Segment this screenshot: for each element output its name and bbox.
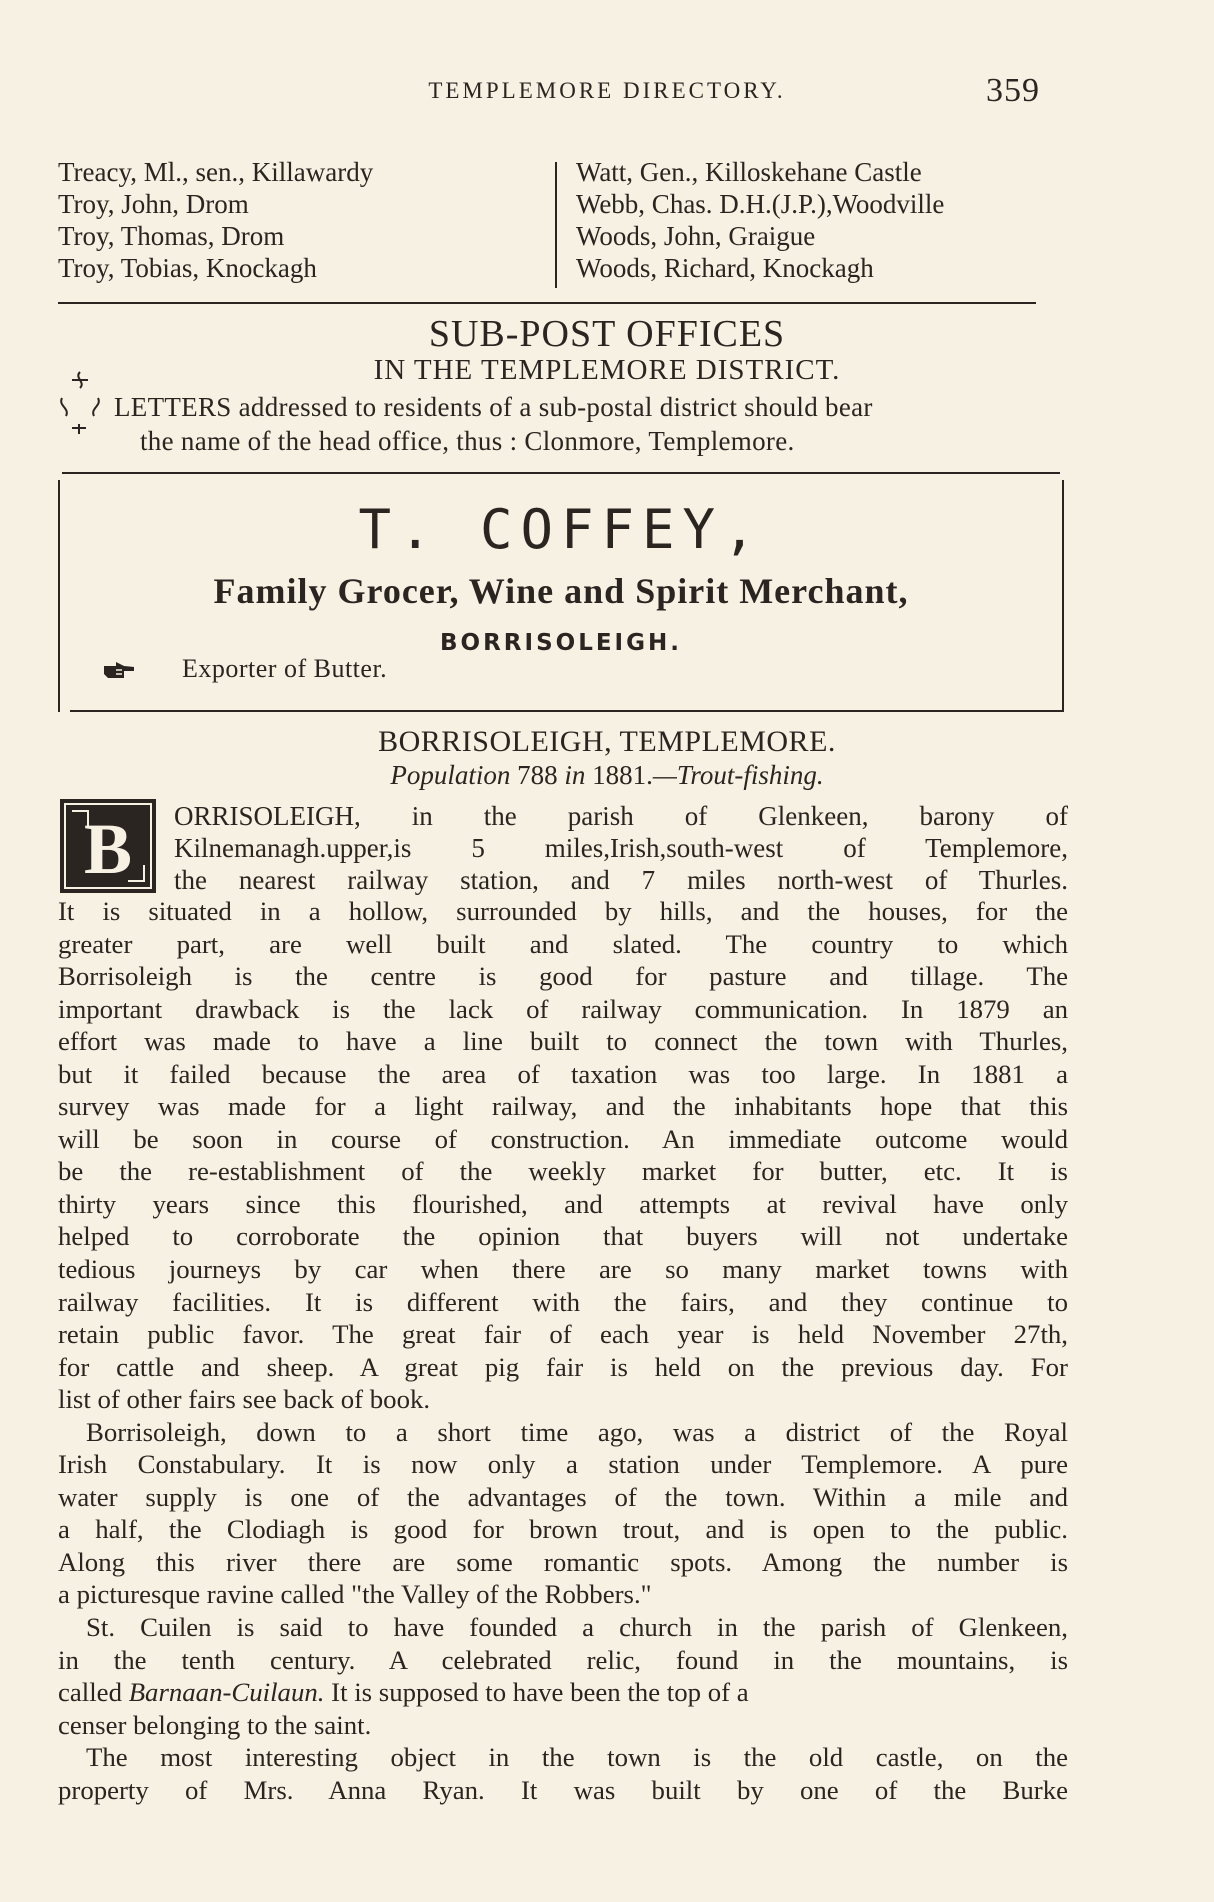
text-line: It is situated in a hollow, surrounded by hills, and the houses, for the	[58, 896, 1068, 926]
text-line: helped to corroborate the opinion that buyers will not undertake	[58, 1221, 1068, 1252]
directory-entry: Woods, John, Graigue	[576, 221, 816, 251]
text-line: a half, the Clodiagh is good for brown trout, and is open to the public.	[58, 1514, 1068, 1545]
section-rule	[58, 302, 1036, 304]
text-line: list of other fairs see back of book.	[58, 1384, 431, 1415]
text-line: The most interesting object in the town is the old castle, on the	[86, 1742, 1068, 1773]
text-fragment: It is supposed to have been the top of a	[331, 1677, 749, 1708]
ornament-icon	[50, 368, 110, 448]
text-line: greater part, are well built and slated. The country to which	[58, 928, 1068, 959]
text-line: Kilnemanagh.upper,is 5 miles,Irish,south-west of Templemore,	[174, 833, 1068, 863]
advertiser-name: T. COFFEY,	[358, 498, 764, 561]
directory-entry: Troy, Thomas, Drom	[58, 221, 285, 251]
drop-cap-initial	[58, 797, 158, 895]
sub-post-title: SUB-POST OFFICES	[428, 313, 786, 355]
drop-cap-letter: B	[83, 809, 133, 889]
relic-name: Barnaan-Cuilaun.	[128, 1677, 325, 1708]
text-line: St. Cuilen is said to have founded a church in the parish of Glenkeen,	[86, 1612, 1068, 1643]
text-line: important drawback is the lack of railway communication. In 1879 an	[58, 993, 1068, 1024]
text-line: Irish Constabulary. It is now only a station under Templemore. A pure	[58, 1449, 1068, 1480]
directory-entry: Treacy, Ml., sen., Killawardy	[58, 157, 374, 187]
text-line: ORRISOLEIGH, in the parish of Glenkeen, barony of	[174, 801, 1068, 831]
notice-text: the name of the head office, thus : Clonmore, Templemore.	[140, 426, 795, 456]
text-line: water supply is one of the advantages of the town. Within a mile and	[58, 1481, 1068, 1512]
paragraph-line	[174, 864, 1068, 896]
page-number: 359	[986, 72, 1040, 109]
population-label: Population	[390, 760, 511, 790]
section-rule	[62, 472, 1060, 474]
advertiser-trade: Family Grocer, Wine and Spirit Merchant,	[213, 571, 909, 611]
box-border-bottom	[70, 710, 1064, 712]
directory-entry: Troy, Tobias, Knockagh	[58, 253, 317, 283]
advertiser-place: BORRISOLEIGH.	[440, 630, 682, 656]
text-line: Along this river there are some romantic spots. Among the number is	[58, 1546, 1068, 1577]
place-heading: BORRISOLEIGH, TEMPLEMORE.	[378, 725, 836, 758]
text-line: tedious journeys by car when there are so many market towns with	[58, 1254, 1068, 1285]
text-fragment: called	[58, 1677, 122, 1708]
paragraph-line	[174, 800, 1068, 832]
sub-post-subtitle: IN THE TEMPLEMORE DISTRICT.	[373, 354, 841, 386]
text-line: railway facilities. It is different with the fairs, and they continue to	[58, 1286, 1068, 1317]
notice-text: LETTERS addressed to residents of a sub-postal district should bear	[114, 392, 873, 422]
text-line: in the tenth century. A celebrated relic, found in the mountains, is	[58, 1644, 1068, 1675]
text-line: censer belonging to the saint.	[58, 1709, 372, 1740]
population-in: in	[564, 760, 586, 790]
text-line: property of Mrs. Anna Ryan. It was built by one of the Burke	[58, 1774, 1068, 1805]
text-line: Borrisoleigh, down to a short time ago, was a district of the Royal	[86, 1416, 1068, 1447]
text-line: a picturesque ravine called "the Valley of the Robbers."	[58, 1579, 652, 1610]
running-title: TEMPLEMORE DIRECTORY.	[428, 78, 786, 103]
population-year: 1881.	[592, 760, 653, 790]
column-divider	[555, 162, 557, 288]
directory-entry: Webb, Chas. D.H.(J.P.),Woodville	[576, 189, 945, 219]
text-line: Borrisoleigh is the centre is good for pasture and tillage. The	[58, 961, 1068, 992]
text-line: but it failed because the area of taxation was too large. In 1881 a	[58, 1058, 1068, 1089]
text-line: survey was made for a light railway, and the inhabitants hope that this	[58, 1091, 1068, 1122]
text-line: the nearest railway station, and 7 miles north-west of Thurles.	[174, 865, 1068, 895]
directory-entry: Woods, Richard, Knockagh	[576, 253, 874, 283]
text-line: retain public favor. The great fair of each year is held November 27th,	[58, 1319, 1068, 1350]
text-line: be the re-establishment of the weekly market for butter, etc. It is	[58, 1156, 1068, 1187]
pointing-hand-icon	[102, 658, 136, 682]
article-body	[58, 895, 1068, 1806]
directory-entry: Troy, John, Drom	[58, 189, 249, 219]
directory-left-column	[58, 156, 538, 284]
population-value: 788	[517, 760, 558, 790]
advertiser-tagline: Exporter of Butter.	[182, 654, 388, 683]
text-line: for cattle and sheep. A great pig fair is held on the previous day. For	[58, 1351, 1068, 1382]
text-line: effort was made to have a line built to connect the town with Thurles,	[58, 1026, 1068, 1057]
population-note: —Trout-fishing.	[652, 760, 824, 790]
population-line	[0, 760, 1214, 791]
directory-right-column	[576, 156, 1076, 284]
text-line	[58, 1676, 1068, 1709]
paragraph-line	[174, 832, 1068, 864]
text-line: will be soon in course of construction. An immediate outcome would	[58, 1123, 1068, 1154]
text-line: thirty years since this flourished, and attempts at revival have only	[58, 1188, 1068, 1219]
directory-entry: Watt, Gen., Killoskehane Castle	[576, 157, 922, 187]
advertisement-box	[58, 480, 1064, 712]
